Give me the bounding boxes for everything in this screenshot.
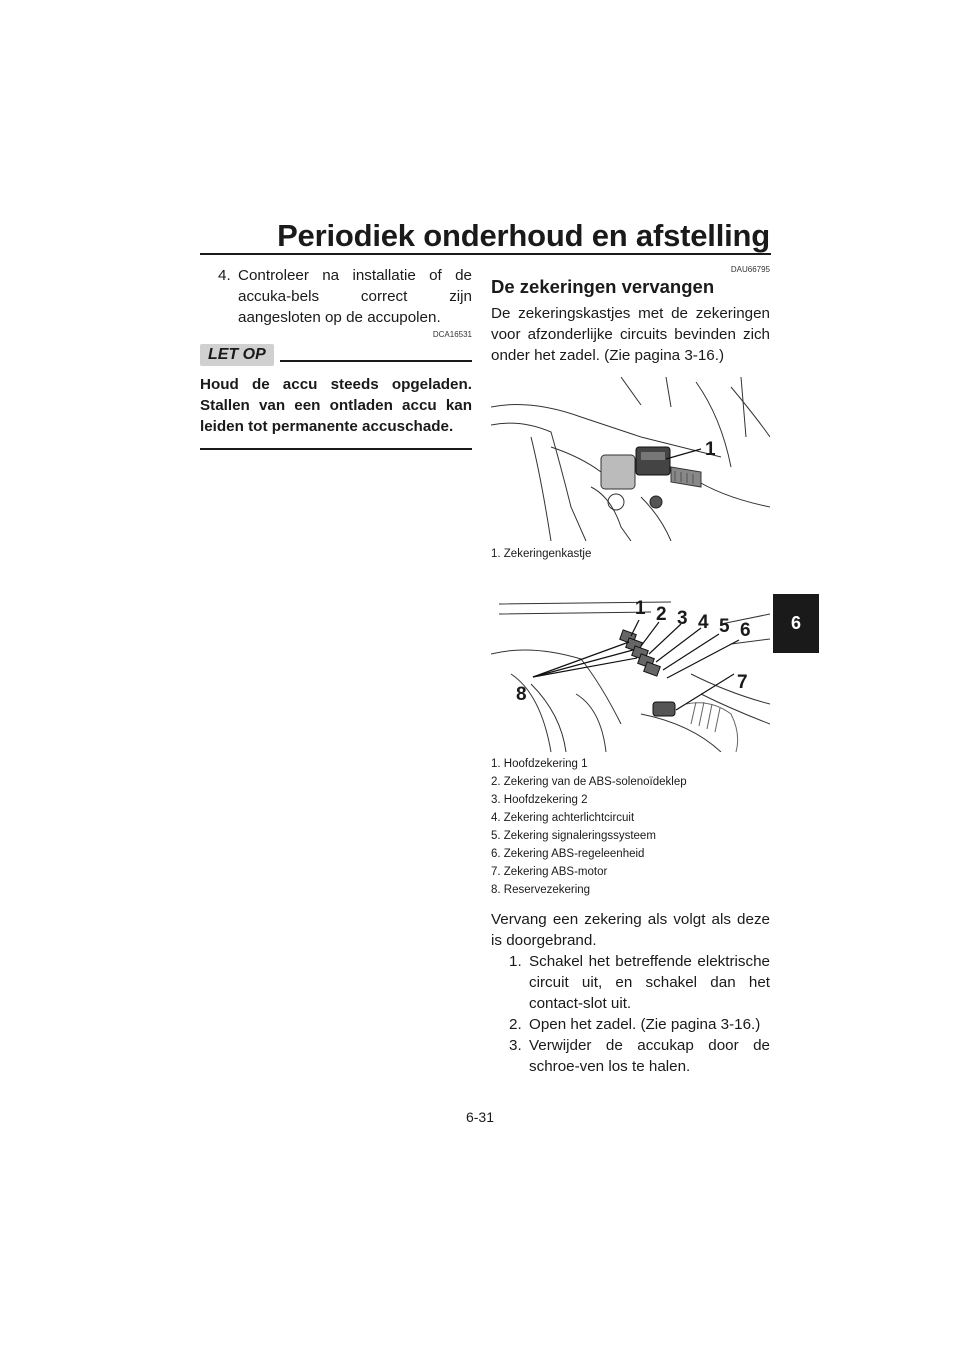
callout-1: 1 xyxy=(635,598,646,619)
step-text: Controleer na installatie of de accuka-bels correct zijn aangesloten op de accupolen. xyxy=(238,267,472,326)
callout-4: 4 xyxy=(698,612,709,633)
step-number: 4. xyxy=(218,267,231,284)
notice-code: DCA16531 xyxy=(432,330,472,339)
callout-7: 7 xyxy=(737,672,748,693)
section-title: De zekeringen vervangen xyxy=(491,276,715,297)
step-text: Open het zadel. (Zie pagina 3-16.) xyxy=(529,1016,761,1033)
caption-item: 4. Zekering achterlichtcircuit xyxy=(491,812,635,824)
notice-rule xyxy=(280,360,472,362)
left-column xyxy=(200,265,472,450)
page-number: 6-31 xyxy=(465,1109,495,1125)
section-code: DAU66795 xyxy=(730,265,770,274)
callout-1: 1 xyxy=(705,439,716,460)
notice-text: Houd de accu steeds opgeladen. Stallen van een ontladen accu kan leiden tot permanente accuschade. xyxy=(200,376,472,435)
header-rule xyxy=(200,253,771,255)
notice-label: LET OP xyxy=(200,344,274,366)
figure-captions xyxy=(491,755,770,899)
chapter-tab[interactable]: 6 xyxy=(773,594,819,653)
caption-item: 7. Zekering ABS-motor xyxy=(491,866,608,878)
step-2 xyxy=(491,1014,770,1035)
step-number: 3. xyxy=(509,1037,522,1054)
caption-item: 3. Hoofdzekering 2 xyxy=(491,794,588,806)
figure-caption: 1. Zekeringenkastje xyxy=(491,548,592,560)
callout-8: 8 xyxy=(516,684,527,705)
fuse-box-detail-photo xyxy=(491,584,770,752)
step-number: 2. xyxy=(509,1016,522,1033)
notice-end-rule xyxy=(200,448,472,450)
fuse-box-location-illustration xyxy=(491,377,770,541)
step-number: 1. xyxy=(509,953,522,970)
callout-6: 6 xyxy=(740,620,751,641)
step-text: Verwijder de accukap door de schroe-ven los te halen. xyxy=(529,1037,770,1075)
caption-item: 1. Hoofdzekering 1 xyxy=(491,758,588,770)
section-intro: De zekeringskastjes met de zekeringen voor afzonderlijke circuits bevinden zich onder het zadel. (Zie pagina 3-16.) xyxy=(491,305,770,364)
caption-item: 5. Zekering signaleringssysteem xyxy=(491,830,656,842)
fuse-box-location-photo xyxy=(491,377,770,541)
step-text: Schakel het betreffende elektrische circuit uit, en schakel dan het contact-slot uit. xyxy=(529,953,770,1012)
callout-2: 2 xyxy=(656,604,667,625)
step-1 xyxy=(491,951,770,1014)
step-3 xyxy=(491,1035,770,1077)
callout-3: 3 xyxy=(677,608,688,629)
fuse-box-detail-illustration xyxy=(491,584,770,752)
caption-item: 8. Reservezekering xyxy=(491,884,591,896)
replace-intro: Vervang een zekering als volgt als deze is doorgebrand. xyxy=(491,911,770,949)
notice-header xyxy=(200,344,472,366)
step-4 xyxy=(200,265,472,328)
caption-item: 2. Zekering van de ABS-solenoïdeklep xyxy=(491,776,687,788)
right-column xyxy=(491,265,770,1077)
caption-item: 6. Zekering ABS-regeleenheid xyxy=(491,848,645,860)
page-title: Periodiek onderhoud en afstelling xyxy=(277,218,770,253)
callout-5: 5 xyxy=(719,616,730,637)
